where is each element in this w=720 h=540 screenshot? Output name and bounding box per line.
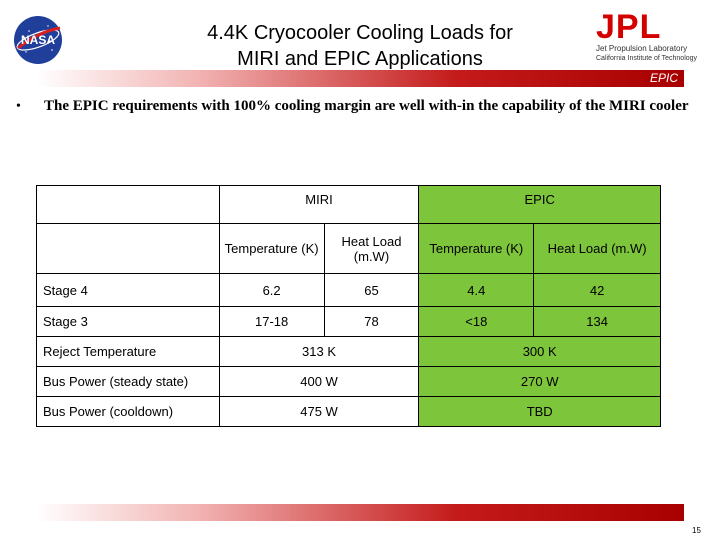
slide-title [110, 20, 610, 72]
epic-load-value: 134 [534, 307, 661, 337]
row-label: Bus Power (steady state) [37, 367, 220, 397]
miri-load-value: 65 [324, 274, 419, 307]
jpl-wordmark: JPL [596, 8, 662, 46]
header-bar-label: EPIC [649, 71, 678, 85]
miri-summary-value: 400 W [219, 367, 419, 397]
epic-temp-value: <18 [419, 307, 534, 337]
epic-temp-value: 4.4 [419, 274, 534, 307]
row-label: Bus Power (cooldown) [37, 397, 220, 427]
miri-temp-value: 6.2 [219, 274, 324, 307]
table-row [37, 367, 661, 397]
epic-load-value: 42 [534, 274, 661, 307]
epic-heat-load-header: Heat Load (m.W) [534, 224, 661, 274]
epic-summary-value: 270 W [419, 367, 661, 397]
title-line-1: 4.4K Cryocooler Cooling Loads for [207, 22, 513, 44]
table-row [37, 397, 661, 427]
miri-temperature-header: Temperature (K) [219, 224, 324, 274]
footer-bar [36, 504, 684, 521]
svg-text:NASA: NASA [20, 33, 56, 47]
miri-group-header: MIRI [219, 186, 419, 224]
table-row [37, 274, 661, 307]
epic-temperature-header: Temperature (K) [419, 224, 534, 274]
jpl-institution: California Institute of Technology [596, 55, 698, 62]
cooling-loads-table [36, 185, 661, 427]
bullet-marker: • [16, 99, 21, 114]
epic-summary-value: 300 K [419, 337, 661, 367]
row-label: Stage 3 [37, 307, 220, 337]
table-empty-cell [37, 224, 220, 274]
header-bar [36, 70, 684, 87]
jpl-logo [596, 10, 700, 68]
epic-group-header: EPIC [419, 186, 661, 224]
bullet-text: The EPIC requirements with 100% cooling margin are well with-in the capability of the MIRI cooler [44, 98, 689, 114]
miri-summary-value: 313 K [219, 337, 419, 367]
miri-temp-value: 17-18 [219, 307, 324, 337]
miri-heat-load-header: Heat Load (m.W) [324, 224, 419, 274]
epic-summary-value: TBD [419, 397, 661, 427]
table-corner-cell [37, 186, 220, 224]
miri-summary-value: 475 W [219, 397, 419, 427]
row-label: Stage 4 [37, 274, 220, 307]
jpl-name: Jet Propulsion Laboratory [596, 44, 688, 53]
row-label: Reject Temperature [37, 337, 220, 367]
table-row [37, 337, 661, 367]
nasa-logo-icon [12, 14, 64, 66]
table-row [37, 307, 661, 337]
page-number: 15 [692, 526, 701, 535]
title-line-2: MIRI and EPIC Applications [237, 48, 483, 70]
miri-load-value: 78 [324, 307, 419, 337]
